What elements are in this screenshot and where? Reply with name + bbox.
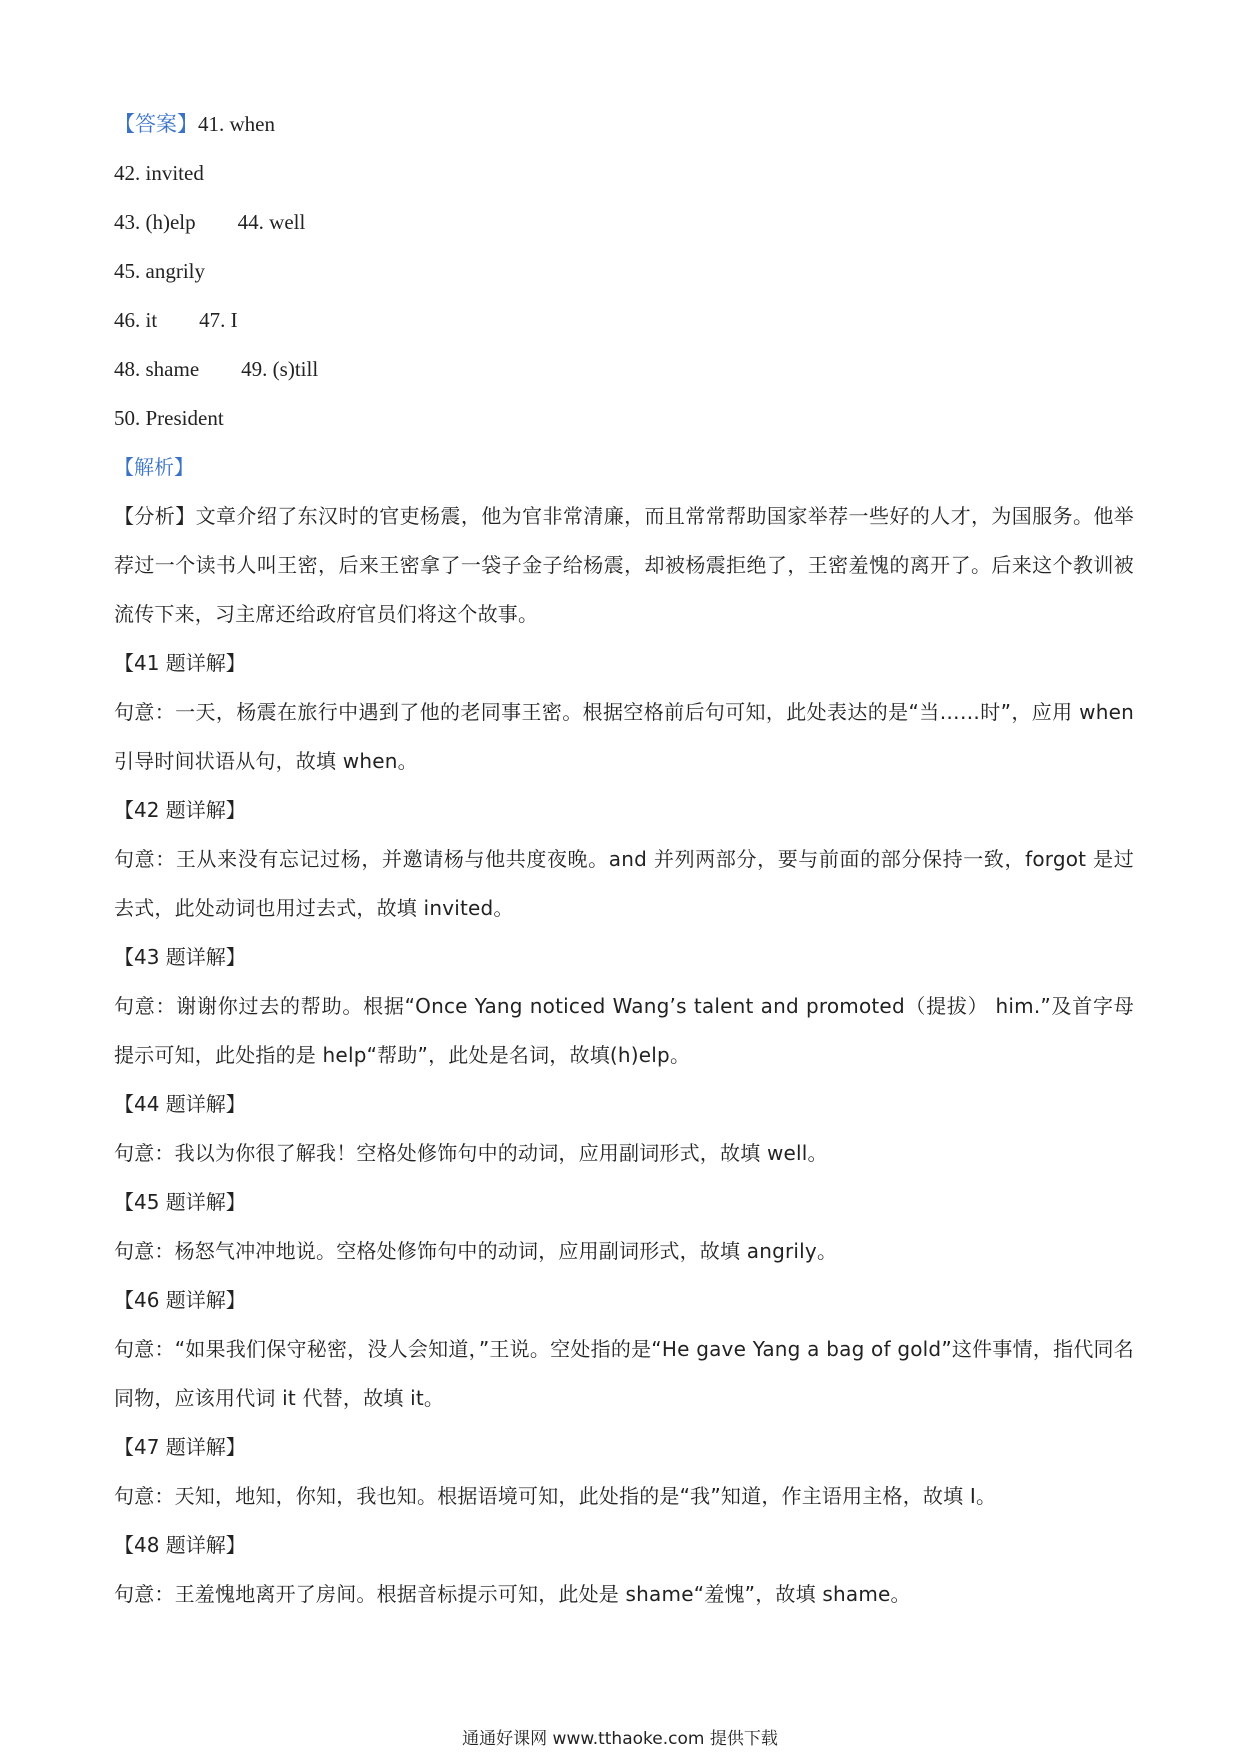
- detail-46-text: 句意：“如果我们保守秘密，没人会知道，”王说。空处指的是“He gave Yang a bag of gold”这件事情，指代同名同物，应该用代词 it 代替，故填 it。: [114, 1337, 1134, 1410]
- answer-41: 41. when: [198, 112, 275, 136]
- detail-47-text: 句意：天知，地知，你知，我也知。根据语境可知，此处指的是“我”知道，作主语用主格，故填 I。: [114, 1484, 997, 1508]
- answer-47: 47. I: [199, 308, 238, 332]
- answer-44: 44. well: [237, 210, 306, 234]
- detail-42-text: 句意：王从来没有忘记过杨，并邀请杨与他共度夜晚。and 并列两部分，要与前面的部分保持一致，forgot 是过去式，此处动词也用过去式，故填 invited。: [114, 847, 1134, 920]
- answer-line-46-47: [114, 296, 1134, 345]
- detail-42-heading: 【42 题详解】: [114, 798, 246, 822]
- answer-50: 50. President: [114, 406, 224, 430]
- answer-line-50: [114, 394, 1134, 443]
- analysis-heading: [114, 443, 1134, 492]
- detail-43-text: 句意：谢谢你过去的帮助。根据“Once Yang noticed Wang’s talent and promoted（提拔） him.”及首字母提示可知，此处指的是 help“帮助”，此处是名词，故填(h)elp。: [114, 994, 1134, 1067]
- answer-43: 43. (h)elp: [114, 210, 196, 234]
- detail-41-heading: 【41 题详解】: [114, 651, 246, 675]
- analysis-summary: 【分析】文章介绍了东汉时的官吏杨震，他为官非常清廉，而且常常帮助国家举荐一些好的人才，为国服务。他举荐过一个读书人叫王密，后来王密拿了一袋子金子给杨震，却被杨震拒绝了，王密羞愧的离开了。后来这个教训被流传下来，习主席还给政府官员们将这个故事。: [114, 504, 1134, 626]
- answer-line-41: [114, 100, 1134, 149]
- answer-42: 42. invited: [114, 161, 204, 185]
- detail-44-text: 句意：我以为你很了解我！空格处修饰句中的动词，应用副词形式，故填 well。: [114, 1141, 828, 1165]
- detail-48-text: 句意：王羞愧地离开了房间。根据音标提示可知，此处是 shame“羞愧”，故填 shame。: [114, 1582, 911, 1606]
- answer-line-45: [114, 247, 1134, 296]
- detail-46-heading: 【46 题详解】: [114, 1288, 246, 1312]
- detail-44-heading: 【44 题详解】: [114, 1092, 246, 1116]
- document-page: [114, 100, 1134, 1619]
- detail-45-text: 句意：杨怒气冲冲地说。空格处修饰句中的动词，应用副词形式，故填 angrily。: [114, 1239, 838, 1263]
- answer-49: 49. (s)till: [241, 357, 319, 381]
- answer-line-48-49: [114, 345, 1134, 394]
- answer-45: 45. angrily: [114, 259, 205, 283]
- answer-line-43-44: [114, 198, 1134, 247]
- detail-48-heading: 【48 题详解】: [114, 1533, 246, 1557]
- answer-48: 48. shame: [114, 357, 200, 381]
- analysis-tag: 【解析】: [114, 455, 194, 479]
- detail-47-heading: 【47 题详解】: [114, 1435, 246, 1459]
- answer-line-42: [114, 149, 1134, 198]
- answer-tag: 【答案】: [114, 112, 198, 136]
- detail-41-text: 句意：一天，杨震在旅行中遇到了他的老同事王密。根据空格前后句可知，此处表达的是“当……时”，应用 when 引导时间状语从句，故填 when。: [114, 700, 1134, 773]
- detail-43-heading: 【43 题详解】: [114, 945, 246, 969]
- page-footer: 通通好课网 www.tthaoke.com 提供下载: [462, 1729, 778, 1749]
- detail-45-heading: 【45 题详解】: [114, 1190, 246, 1214]
- answer-46: 46. it: [114, 308, 158, 332]
